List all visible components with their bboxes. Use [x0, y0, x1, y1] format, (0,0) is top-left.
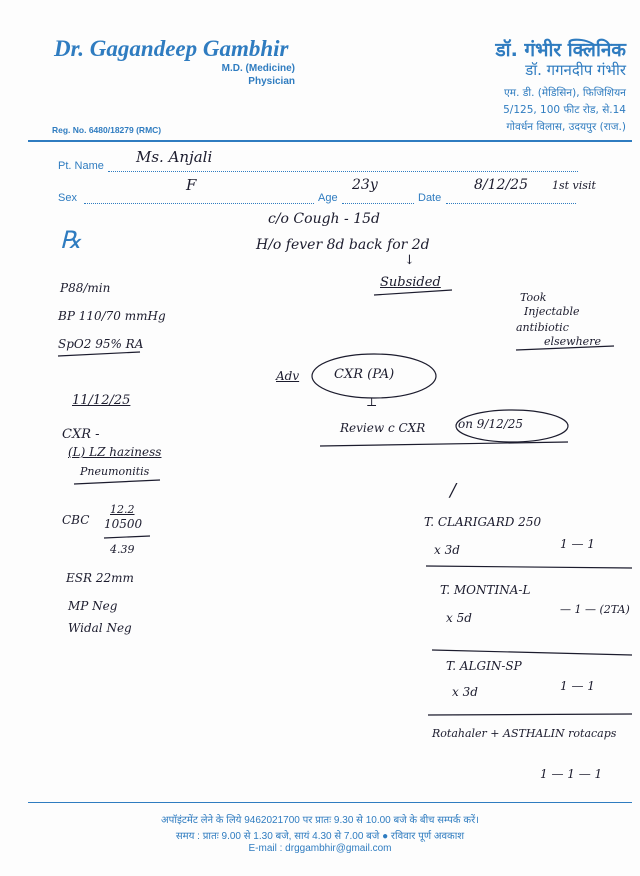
cbc-tlc: 10500	[104, 517, 143, 531]
vital-spo2: SpO2 95% RA	[58, 337, 144, 351]
rx-symbol: ℞	[60, 226, 82, 254]
medicine-divider-2	[432, 650, 632, 655]
esr-result: ESR 22mm	[66, 571, 134, 585]
patient-name-value: Ms. Anjali	[136, 148, 213, 166]
medicine-dose: 1 — 1	[560, 679, 595, 693]
date-value: 8/12/25	[474, 177, 528, 193]
widal-result: Widal Neg	[68, 621, 132, 635]
medicine-duration: x 5d	[446, 611, 472, 625]
medicine-divider-1	[426, 566, 632, 568]
doctor-name-hindi: डॉ. गगनदीप गंभीर	[525, 61, 626, 79]
advice-label: Adv	[276, 369, 300, 383]
designation: Physician	[248, 76, 295, 87]
patient-name-label: Pt. Name	[58, 160, 104, 172]
history-arrow: ↓	[404, 253, 415, 268]
impression-underline	[74, 480, 160, 484]
review-underline	[320, 442, 568, 446]
clinic-timings: समय : प्रातः 9.00 से 1.30 बजे, सायं 4.30 से 7.00 बजे ● रविवार पूर्ण अवकाश	[175, 831, 465, 842]
cxr-circle	[312, 354, 436, 398]
mp-result: MP Neg	[68, 599, 118, 613]
cbc-divider	[104, 536, 150, 538]
date-label: Date	[418, 192, 442, 204]
visit-note: 1st visit	[552, 179, 596, 192]
advice-arrow: ⊥	[366, 395, 378, 409]
treatment-note-1: Took	[520, 291, 547, 304]
treatment-note-3: antibiotic	[516, 321, 569, 334]
vitals-underline	[58, 352, 140, 356]
qualification-hindi: एम. डी. (मेडिसिन), फिजिशियन	[503, 87, 626, 99]
review-note: Review c CXR	[340, 421, 426, 435]
clinic-email: E-mail : drggambhir@gmail.com	[248, 843, 392, 854]
cxr-label: CXR -	[62, 427, 100, 442]
treatment-note-2: Injectable	[524, 305, 580, 318]
appointment-note: अपॉइंटमेंट लेने के लिये 9462021700 पर प्रातः 9.30 से 10.00 बजे के बीच सम्पर्क करें।	[161, 815, 479, 826]
medicine-dose: — 1 — (2TA)	[560, 603, 630, 616]
medicine-divider-3	[428, 714, 632, 715]
treatment-note-4: elsewhere	[544, 335, 601, 348]
clinic-name-hindi: डॉ. गंभीर क्लिनिक	[495, 39, 626, 61]
medicine-name: T. MONTINA-L	[440, 583, 531, 597]
qualification: M.D. (Medicine)	[221, 63, 295, 74]
sex-value: F	[186, 176, 197, 194]
subsided-underline	[374, 290, 452, 295]
medicine-start-mark: /	[450, 480, 457, 501]
age-label: Age	[318, 192, 338, 204]
chief-complaint: c/o Cough - 15d	[268, 211, 380, 227]
medicine-duration: x 3d	[434, 543, 460, 557]
medicine-name: T. ALGIN-SP	[446, 659, 522, 673]
medicine-name: Rotahaler + ASTHALIN rotacaps	[432, 727, 617, 740]
advice-test: CXR (PA)	[334, 367, 395, 382]
doctor-name: Dr. Gagandeep Gambhir	[54, 36, 289, 61]
note-underline	[516, 346, 614, 350]
address-line-1: 5/125, 100 फीट रोड, से.14	[503, 104, 626, 116]
cbc-platelet: 4.39	[110, 543, 135, 556]
medicine-name: T. CLARIGARD 250	[424, 515, 542, 529]
sex-label: Sex	[58, 192, 77, 204]
cxr-impression: Pneumonitis	[80, 465, 150, 478]
medicine-dose: 1 — 1 — 1	[540, 767, 603, 781]
registration-number: Reg. No. 6480/18279 (RMC)	[52, 125, 162, 135]
review-date-circle	[456, 410, 568, 442]
review-date: on 9/12/25	[458, 417, 524, 431]
history-fever: H/o fever 8d back for 2d	[256, 237, 430, 253]
vital-pulse: P88/min	[60, 281, 111, 295]
medicine-duration: x 3d	[452, 685, 478, 699]
medicine-dose: 1 — 1	[560, 537, 595, 551]
cbc-hb: 12.2	[110, 503, 135, 516]
age-value: 23y	[352, 177, 378, 193]
history-status: Subsided	[380, 275, 441, 290]
cxr-finding: (L) LZ haziness	[68, 445, 162, 459]
cbc-label: CBC	[62, 513, 90, 527]
findings-date: 11/12/25	[72, 393, 131, 408]
vital-bp: BP 110/70 mmHg	[58, 309, 166, 323]
footer-divider	[28, 802, 632, 803]
address-line-2: गोवर्धन विलास, उदयपुर (राज.)	[506, 121, 626, 133]
